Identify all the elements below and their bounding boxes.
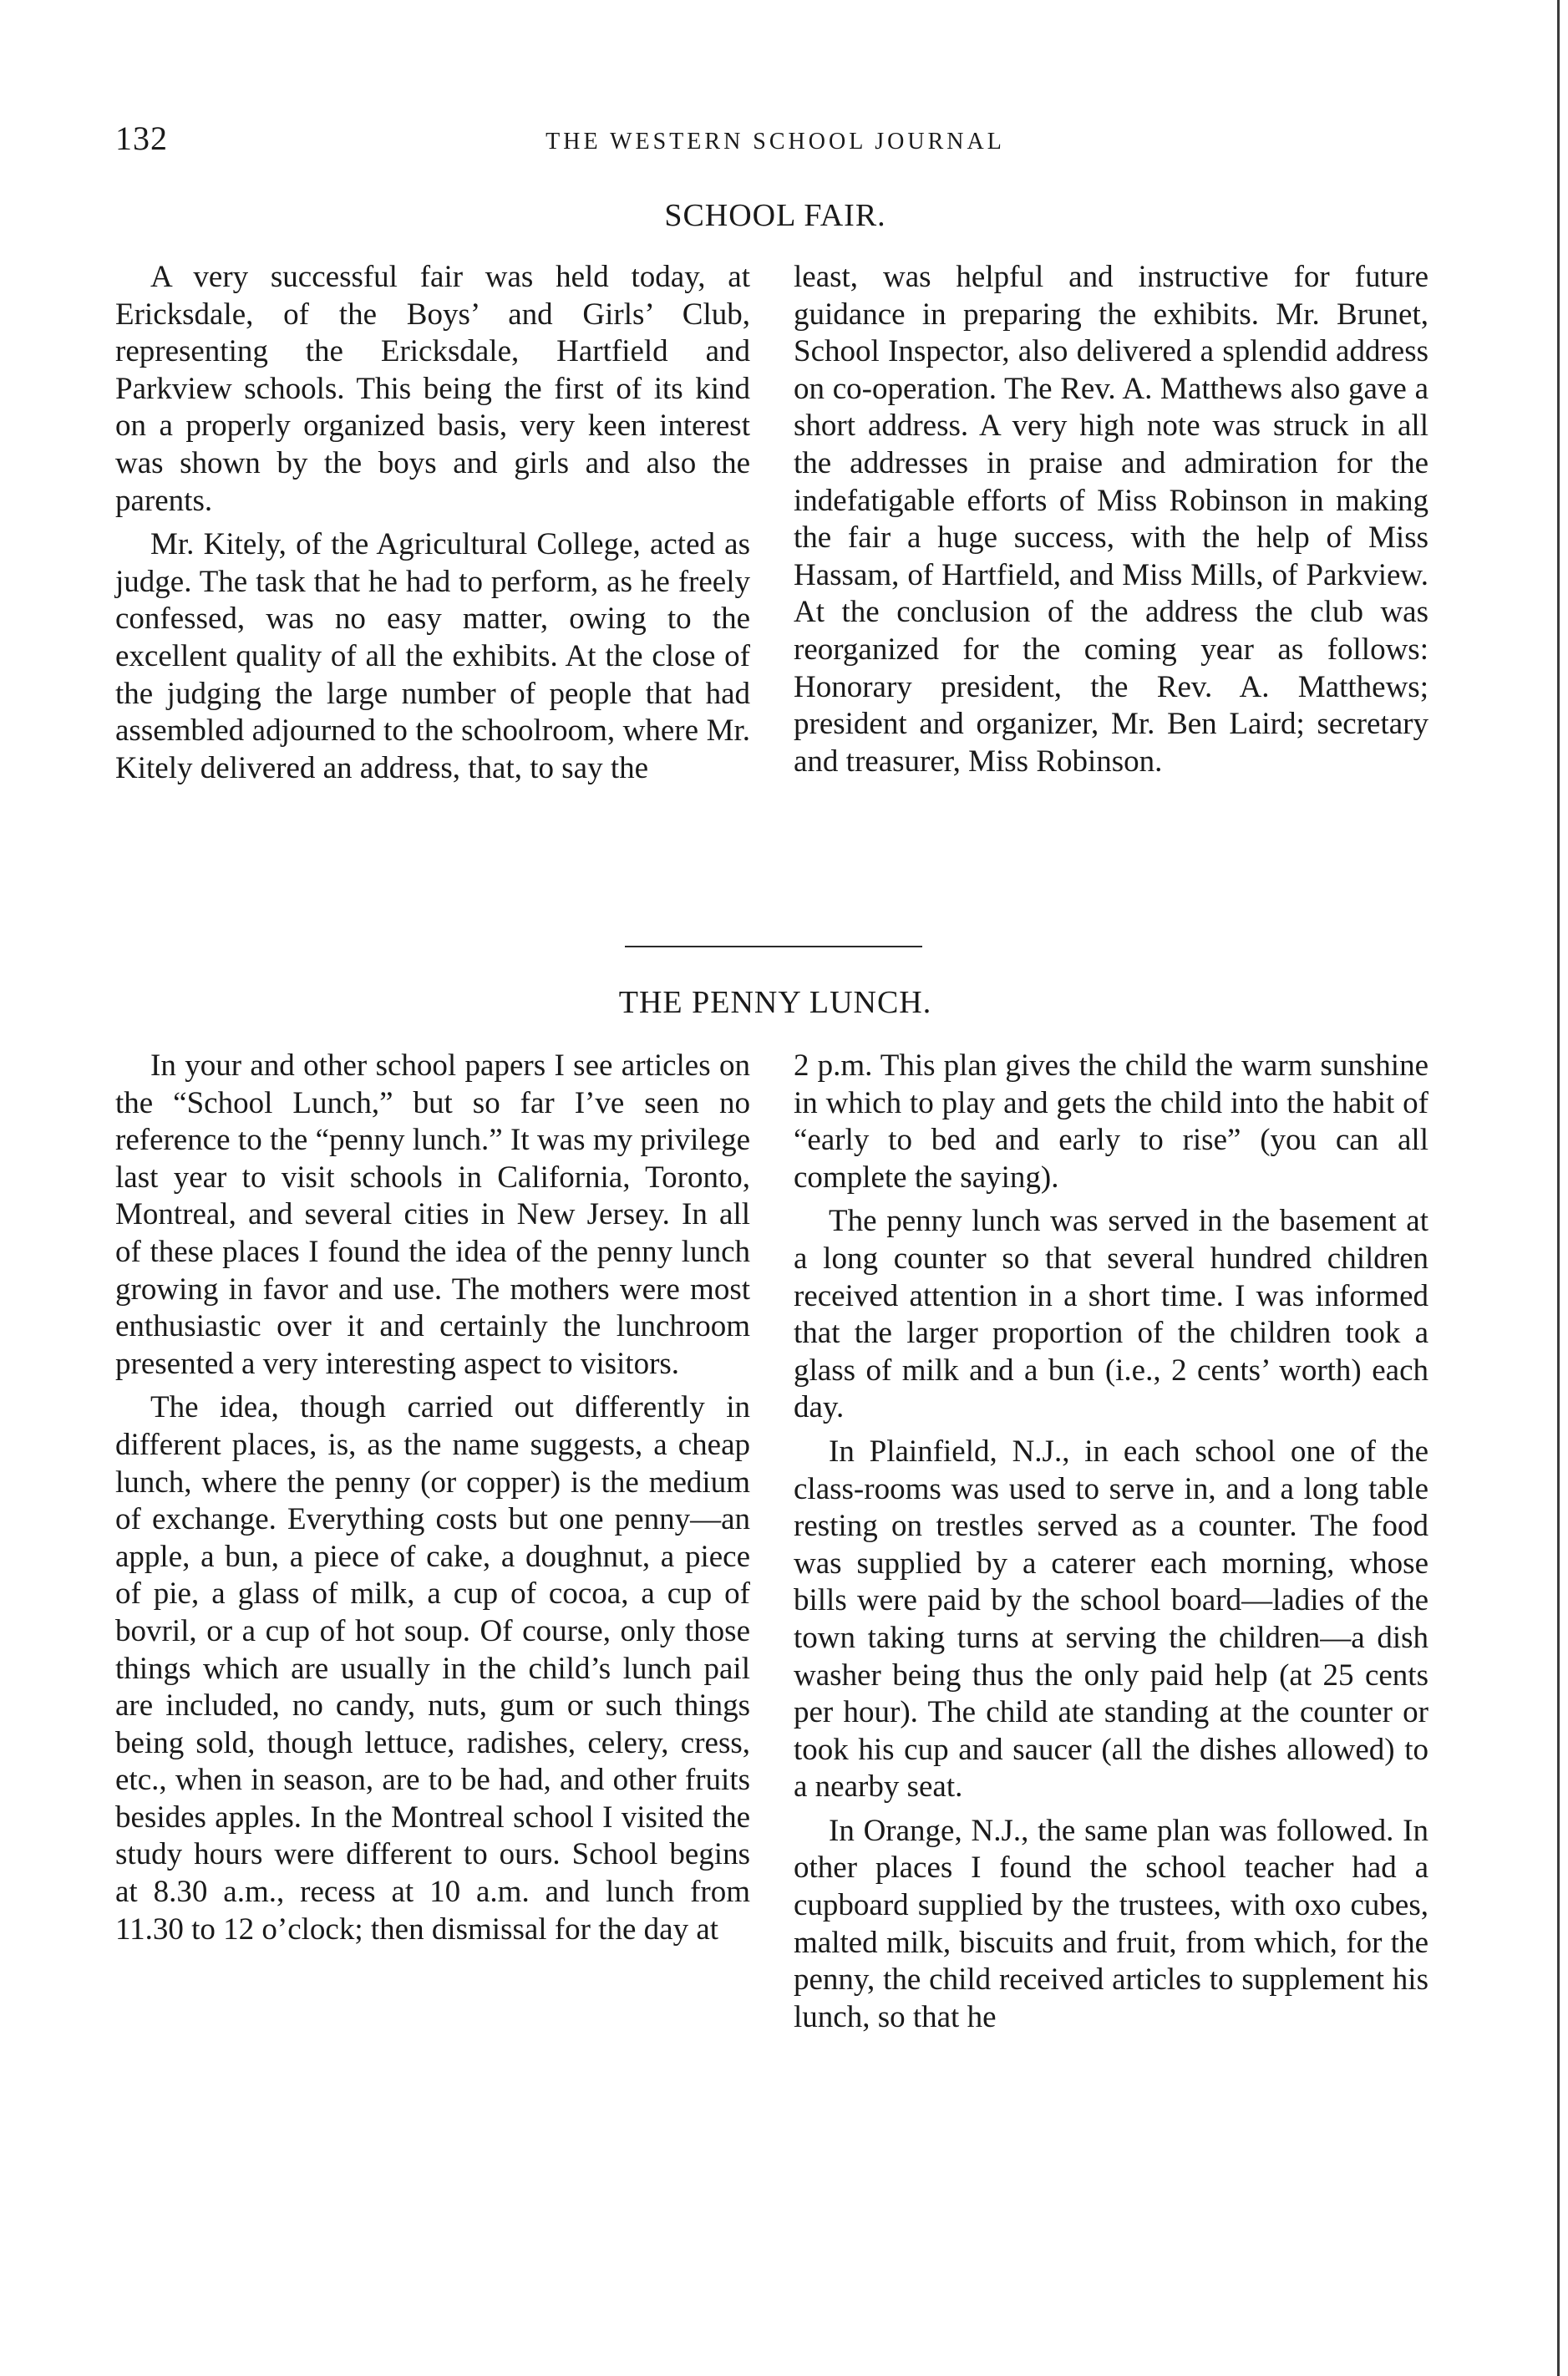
running-head: THE WESTERN SCHOOL JOURNAL [546, 129, 1005, 155]
school-fair-left-column [115, 259, 750, 911]
binding-edge-line [1557, 0, 1560, 2376]
page-header [115, 119, 1435, 169]
school-fair-title: SCHOOL FAIR. [664, 198, 886, 233]
paragraph: The penny lunch was served in the basement at a long counter so that several hundred children received attention in a short time. I was informed that the larger proportion of the children took a glass of milk and a bun (i.e., 2 cents’ worth) each day. [794, 1204, 1428, 1425]
penny-lunch-right-column [794, 1048, 1428, 2284]
paragraph: The idea, though carried out differently in different places, is, as the name suggests, a cheap lunch, where the penny (or copper) is the medium of exchange. Everything costs but one penny—an apple, a bun, a piece of cake, a doughnut, a piece of pie, a glass of milk, a cup of cocoa, a cup of bovril, or a cup of hot soup. Of course, only those things which are usually in the child’s lunch pail are included, no candy, nuts, gum or such things being sold, though lettuce, radishes, celery, cress, etc., when in season, are to be had, and other fruits besides apples. In the Montreal school I visited the study hours were different to ours. School begins at 8.30 a.m., recess at 10 a.m. and lunch from 11.30 to 12 o’clock; then dismissal for the day at [115, 1390, 750, 1947]
paragraph: In Plainfield, N.J., in each school one of the class-rooms was used to serve in, and a long table resting on trestles served as a counter. The food was supplied by a caterer each morning, whose bills were paid by the school board—ladies of the town taking turns at serving the children—a dish washer being thus the only paid help (at 25 cents per hour). The child ate standing at the counter or took his cup and saucer (all the dishes allowed) to a nearby seat. [794, 1434, 1428, 1805]
paragraph: In your and other school papers I see articles on the “School Lunch,” but so far I’ve seen no reference to the “penny lunch.” It was my privilege last year to visit schools in California, Toronto, Montreal, and several cities in New Jersey. In all of these places I found the idea of the penny lunch growing in favor and use. The mothers were most enthusiastic over it and certainly the lunchroom presented a very interesting aspect to visitors. [115, 1048, 750, 1381]
paragraph: A very successful fair was held today, at Ericksdale, of the Boys’ and Girls’ Club, representing the Ericksdale, Hartfield and Parkview schools. This being the first of its kind on a properly organized basis, very keen interest was shown by the boys and girls and also the parents. [115, 260, 750, 518]
penny-lunch-left-column [115, 1048, 750, 2284]
paragraph: Mr. Kitely, of the Agricultural College, acted as judge. The task that he had to perform, as he freely confessed, was no easy matter, owing to the excellent quality of all the exhibits. At the close of the judging the large number of people that had assembled adjourned to the schoolroom, where Mr. Kitely delivered an address, that, to say the [115, 527, 750, 785]
penny-lunch-title: THE PENNY LUNCH. [618, 985, 932, 1020]
school-fair-right-column [794, 259, 1428, 911]
section-divider [625, 946, 922, 947]
paragraph: In Orange, N.J., the same plan was followed. In other places I found the school teacher had a cupboard supplied by the trustees, with oxo cubes, malted milk, biscuits and fruit, from which, for the penny, the child received articles to supplement his lunch, so that he [794, 1813, 1428, 2034]
paragraph-continued: 2 p.m. This plan gives the child the warm sunshine in which to play and gets the child into the habit of “early to bed and early to rise” (you can all complete the saying). [794, 1048, 1428, 1195]
page-number: 132 [115, 119, 168, 157]
paragraph-continued: least, was helpful and instructive for future guidance in preparing the exhibits. Mr. Brunet, School Inspector, also delivered a splendid address on co-operation. The Rev. A. Matthews also gave a short address. A very high note was struck in all the addresses in praise and admiration for the indefatigable efforts of Miss Robinson in making the fair a huge success, with the help of Miss Hassam, of Hartfield, and Miss Mills, of Parkview. At the conclusion of the address the club was reorganized for the coming year as follows: Honorary president, the Rev. A. Matthews; president and organizer, Mr. Ben Laird; secretary and treasurer, Miss Robinson. [794, 260, 1428, 779]
